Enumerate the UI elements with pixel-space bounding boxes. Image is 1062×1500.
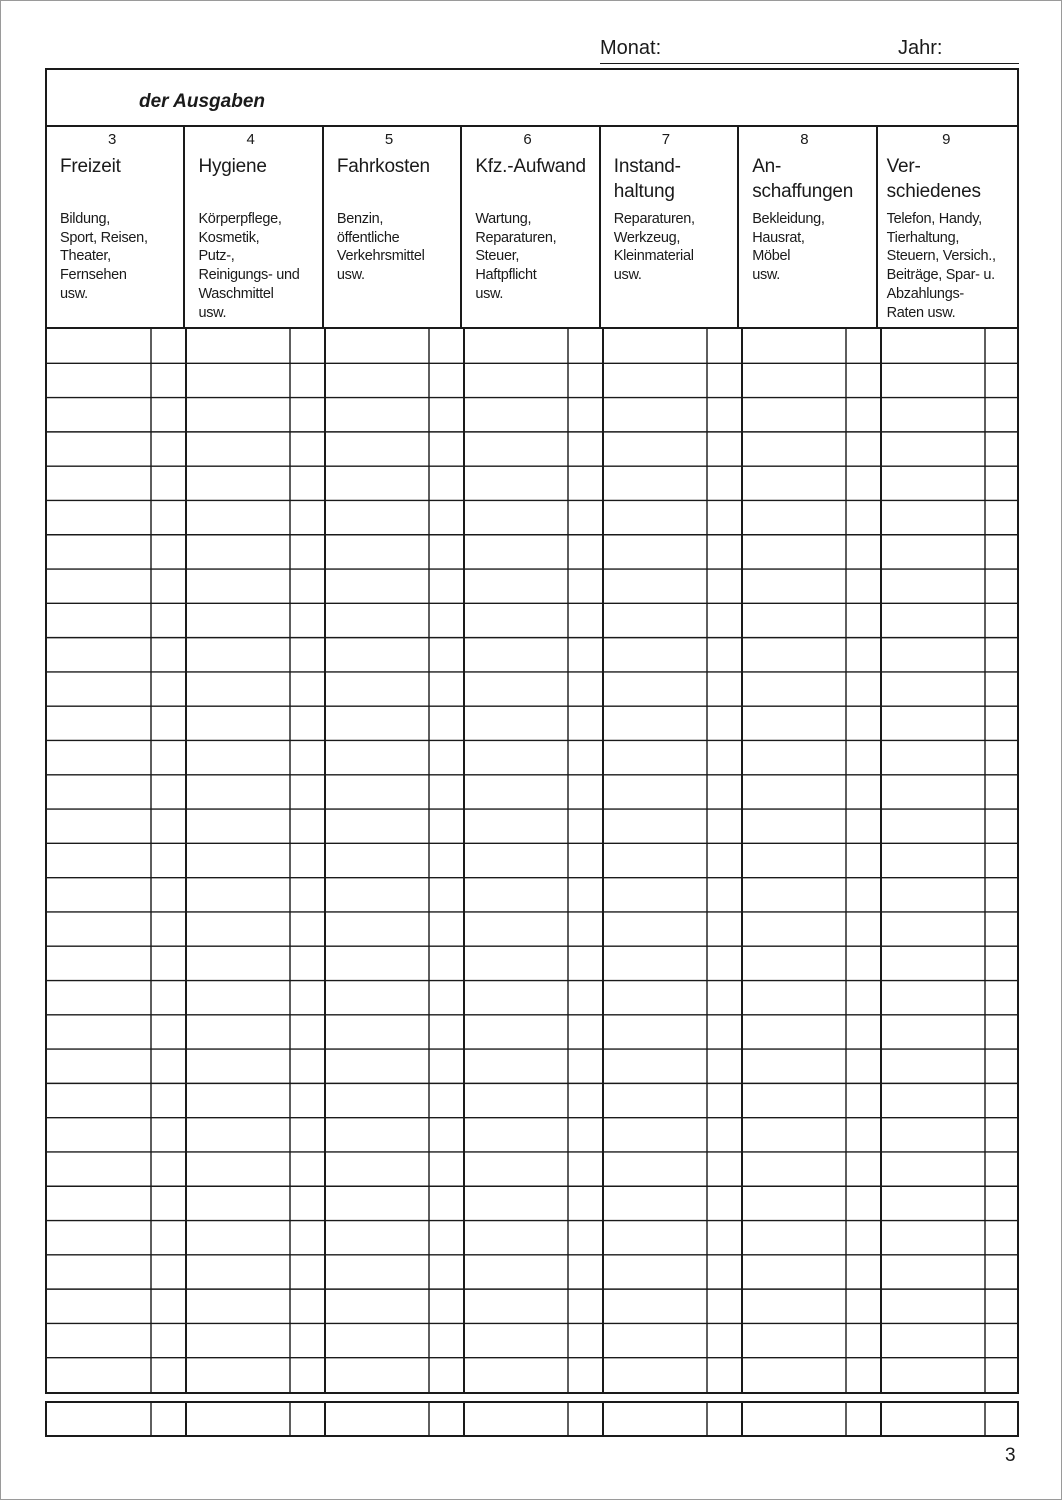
column-description: Reparaturen, Werkzeug, Kleinmaterial usw. [613, 211, 695, 284]
column-number: 7 [661, 131, 671, 148]
totals-grid[interactable] [47, 1403, 1017, 1435]
column-title: Fahrkosten [336, 156, 430, 177]
column-title: Instand- haltung [613, 156, 681, 202]
column-number: 6 [523, 131, 532, 148]
column-title: Kfz.-Aufwand [475, 156, 586, 177]
column-number: 8 [800, 131, 809, 148]
totals-row [45, 1401, 1019, 1437]
column-title: Hygiene [198, 156, 267, 177]
section-title: der Ausgaben [139, 91, 265, 112]
column-description: Bildung, Sport, Reisen, Theater, Fernsehen usw. [60, 211, 148, 302]
column-title: Freizeit [60, 156, 121, 177]
column-description: Körperpflege, Kosmetik, Putz-, Reinigungs- und Waschmittel usw. [198, 211, 300, 321]
column-number: 3 [108, 131, 117, 148]
column-title: Ver- schiedenes [886, 156, 981, 202]
column-title: An- schaffungen [752, 156, 854, 202]
year-label: Jahr: [898, 37, 943, 59]
column-description: Benzin, öffentliche Verkehrsmittel usw. [336, 211, 425, 284]
column-description: Telefon, Handy, Tierhaltung, Steuern, Versich., Beiträge, Spar- u. Abzahlungs- Raten usw. [886, 211, 996, 321]
page-number: 3 [1005, 1445, 1016, 1466]
column-description: Bekleidung, Hausrat, Möbel usw. [752, 211, 825, 284]
month-label: Monat: [600, 37, 662, 59]
column-description: Wartung, Reparaturen, Steuer, Haftpflicht usw. [475, 211, 557, 302]
column-number: 4 [246, 131, 255, 148]
column-number: 9 [942, 131, 951, 148]
expense-table [45, 68, 1019, 1394]
month-year-fill-line[interactable] [600, 63, 1019, 64]
column-number: 5 [384, 131, 394, 148]
entry-grid[interactable] [47, 70, 1017, 1392]
